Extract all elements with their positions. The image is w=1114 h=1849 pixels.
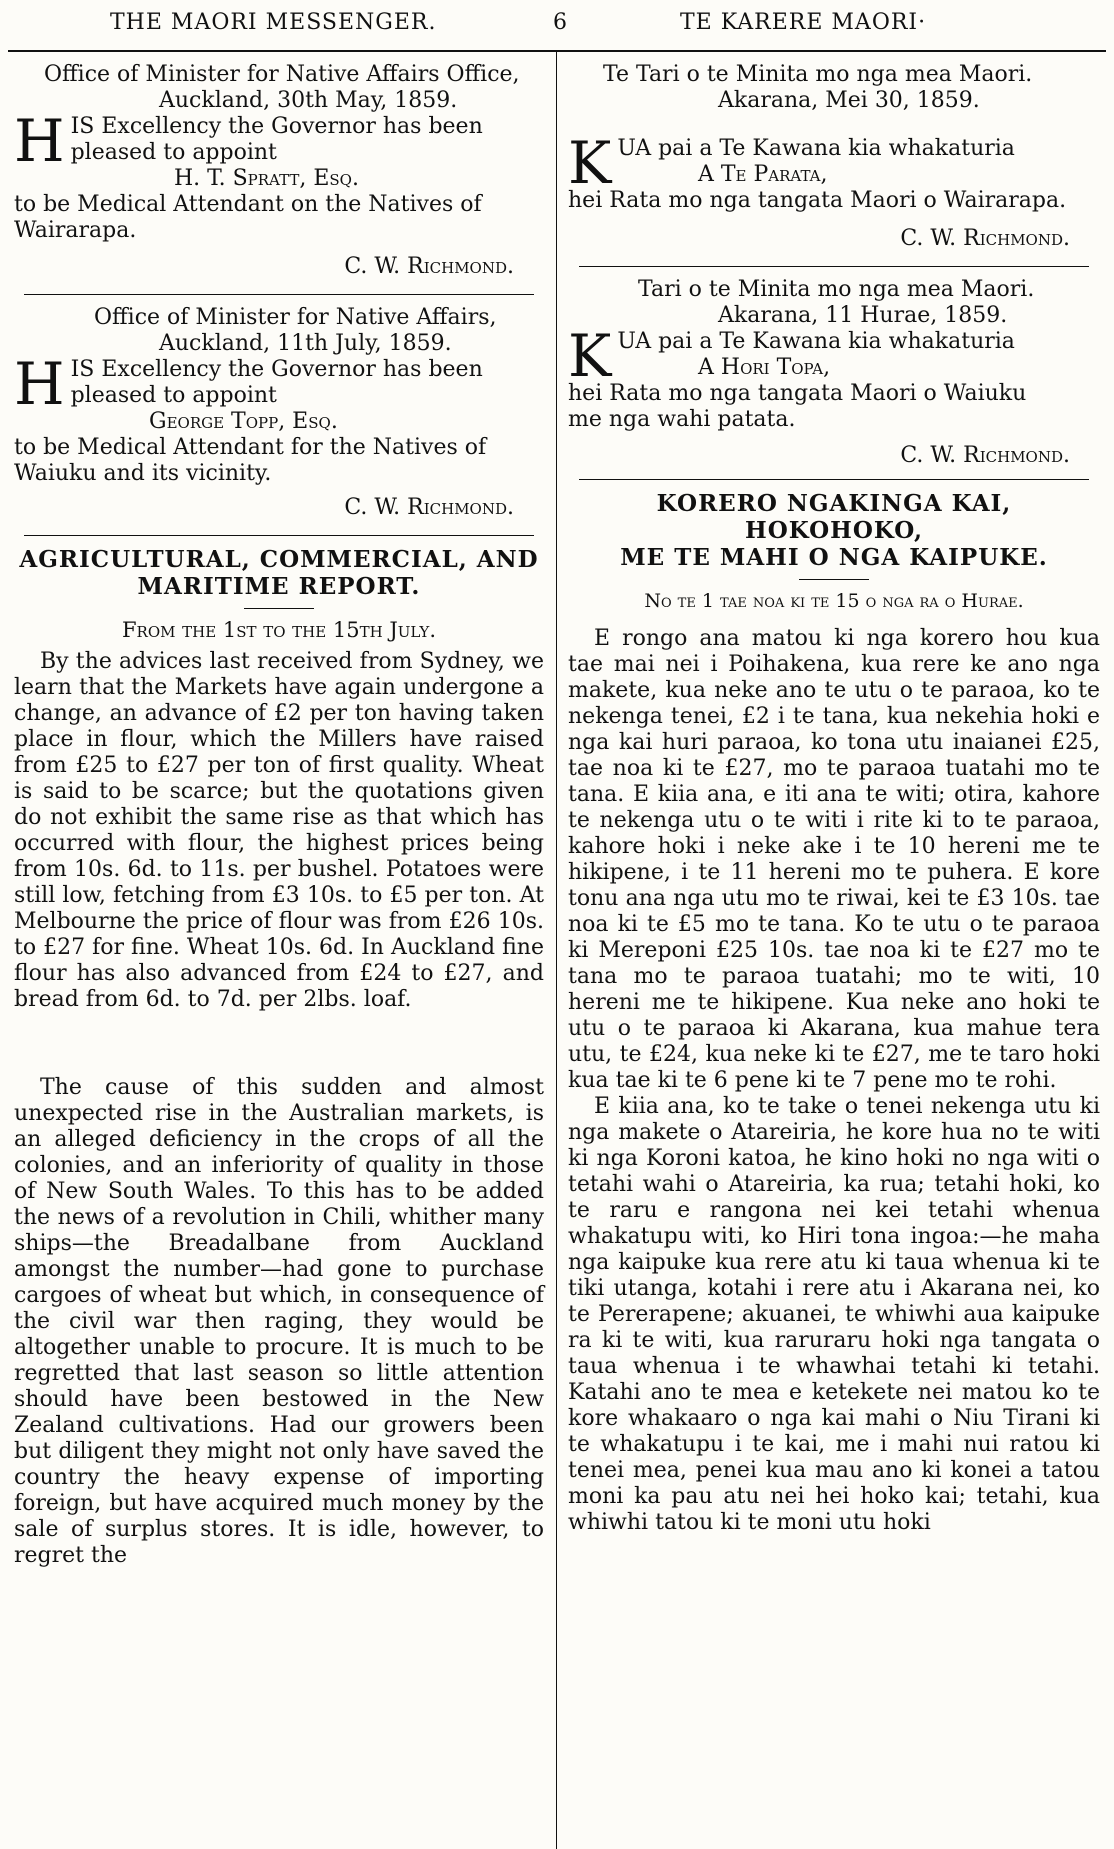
notice-line: pleased to appoint xyxy=(70,140,277,165)
report-heading: MARITIME REPORT. xyxy=(137,573,421,600)
notice-appointee: H. T. Spratt, Esq. xyxy=(174,166,359,191)
right-column xyxy=(568,52,1100,1536)
notice-dateline: Auckland, 30th May, 1859. xyxy=(159,88,458,113)
section-rule xyxy=(579,479,1089,480)
masthead-right-title: TE KARERE MAORI· xyxy=(680,10,927,35)
masthead-left-title: THE MAORI MESSENGER. xyxy=(110,10,437,35)
notice-line: to be Medical Attendant for the Natives of xyxy=(14,435,487,460)
notice-line: to be Medical Attendant on the Natives of xyxy=(14,192,482,217)
notice-office: Office of Minister for Native Affairs Office, xyxy=(44,62,520,87)
section-rule xyxy=(24,294,534,295)
notice-line: hei Rata mo nga tangata Maori o Wairarapa. xyxy=(568,188,1067,213)
section-rule xyxy=(579,266,1089,267)
drop-cap: H xyxy=(14,114,65,166)
report-paragraph: E rongo ana matou ki nga korero hou kua tae mai nei i Poihakena, kua rere ke ano nga makete, kua neke ano te utu o te paraoa, ko te nekenga tenei, £2 i te tana, kua nekehia hoki e nga kai huri paraoa, ko tona utu inaianei £25, tae noa ki te £27, mo te paraoa tuatahi mo te tana. E kiia ana, e iti ana te witi; otira, kahore te nekenga utu o te witi i rite ki to te paraoa, kahore hoki i neke ake i te 10 hereni me te hikipene, i te 11 hereni mo te puhera. E kore tonu ana nga utu mo te riwai, kei te £3 10s. tae noa ki te £5 mo te tana. Ko te utu o te paraoa ki Mereponi £25 10s. tae noa ki te £27 mo te tana mo te paraoa tuatahi; mo te witi, 10 hereni me te hikipene. Kua neke ano hoki te utu o te paraoa ki Akarana, kua mahue tera utu, te £24, kua neke ki te £27, me te taro hoki kua tae ki te 6 pene ki te 7 pene mo te rohi. xyxy=(568,626,1100,1093)
right-notice-topa xyxy=(568,277,1100,469)
notice-dateline: Akarana, 11 Hurae, 1859. xyxy=(718,303,1008,328)
notice-line: UA pai a Te Kawana kia whakaturia xyxy=(617,329,1015,354)
report-subheading: No te 1 tae noa ki te 15 o nga ra o Hurae. xyxy=(644,590,1024,612)
notice-dateline: Akarana, Mei 30, 1859. xyxy=(718,88,980,113)
notice-line: Wairarapa. xyxy=(14,218,137,243)
left-column xyxy=(14,52,544,1569)
left-report xyxy=(14,546,544,1569)
notice-line: me nga wahi patata. xyxy=(568,407,796,432)
left-notice-spratt xyxy=(14,52,544,280)
drop-cap: K xyxy=(568,329,612,381)
notice-line: UA pai a Te Kawana kia whakaturia xyxy=(617,136,1015,161)
notice-signature: C. W. Richmond. xyxy=(344,254,514,279)
report-heading: AGRICULTURAL, COMMERCIAL, AND xyxy=(19,546,539,573)
notice-office: Te Tari o te Minita mo nga mea Maori. xyxy=(603,62,1033,87)
right-notice-parata xyxy=(568,52,1100,252)
report-paragraph: The cause of this sudden and almost unexpected rise in the Australian markets, is an alleged deficiency in the crops of all the colonies, and an inferiority of quality in those of New South Wales. To this has to be added the news of a revolution in Chili, whither many ships—the Breadalbane from Auckland amongst the number—had gone to purchase cargoes of wheat but which, in consequence of the civil war then raging, they would be altogether unable to procure. It is much to be regretted that last season so little attention should have been bestowed in the New Zealand cultivations. Had our growers been but diligent they might not only have saved the country the heavy expense of importing foreign, but have acquired much money by the sale of surplus stores. It is idle, however, to regret the xyxy=(14,1075,544,1568)
notice-line: pleased to appoint xyxy=(70,383,277,408)
column-divider xyxy=(556,52,557,1849)
drop-cap: H xyxy=(14,357,65,409)
notice-signature: C. W. Richmond. xyxy=(900,443,1070,468)
masthead xyxy=(0,0,1114,48)
report-subheading: From the 1st to the 15th July. xyxy=(121,618,437,642)
report-paragraph: E kiia ana, ko te take o tenei nekenga utu ki nga makete o Atareiria, he kore hua no te witi ki nga Koroni katoa, he kino hoki no nga witi o tetahi wahi o Atareiria, ka rua; tetahi hoki, ko te raru e rangona nei kei tetahi whenua whakatupu witi, ko Hiri tona ingoa:—he maha nga kaipuke kua rere atu ki taua whenua ki te tiki utanga, kotahi i rere atu i Akarana nei, ko te Pererapene; akuanei, te whiwhi aua kaipuke ra ki te witi, kua raruraru hoki nga tangata o taua whenua i te whawhai tetahi ki tetahi. Katahi ano te mea e ketekete nei matou ko te kore whakaaro o nga kai mahi o Niu Tirani ki te whakatupu i te kai, me i mahi nui ratou ki tenei mea, penei kua mau ano ki konei a tatou moni ka pau atu nei hei hoko kai; tetahi, kua whiwhi tatou ki te moni utu hoki xyxy=(568,1094,1100,1535)
report-heading: ME TE MAHI O NGA KAIPUKE. xyxy=(620,544,1048,571)
report-heading: KORERO NGAKINGA KAI, HOKOHOKO, xyxy=(656,490,1012,544)
heading-rule xyxy=(244,608,314,609)
notice-office: Tari o te Minita mo nga mea Maori. xyxy=(638,277,1035,302)
notice-line: IS Excellency the Governor has been xyxy=(70,357,483,382)
page-number: 6 xyxy=(553,10,568,35)
notice-appointee: A Te Parata, xyxy=(698,162,828,187)
notice-line: hei Rata mo nga tangata Maori o Waiuku xyxy=(568,381,1027,406)
left-notice-topp xyxy=(14,305,544,521)
notice-line: IS Excellency the Governor has been xyxy=(70,114,483,139)
section-rule xyxy=(24,535,534,536)
notice-signature: C. W. Richmond. xyxy=(900,226,1070,251)
notice-appointee: George Topp, Esq. xyxy=(149,409,338,434)
heading-rule xyxy=(799,579,869,580)
right-report xyxy=(568,490,1100,1536)
notice-dateline: Auckland, 11th July, 1859. xyxy=(159,331,452,356)
notice-office: Office of Minister for Native Affairs, xyxy=(94,305,497,330)
notice-appointee: A Hori Topa, xyxy=(698,355,831,380)
notice-line: Waiuku and its vicinity. xyxy=(14,461,272,486)
drop-cap: K xyxy=(568,136,612,188)
notice-signature: C. W. Richmond. xyxy=(344,495,514,520)
report-paragraph: By the advices last received from Sydney, we learn that the Markets have again undergone a change, an advance of £2 per ton having taken place in flour, which the Millers have raised from £25 to £27 per ton of first quality. Wheat is said to be scarce; but the quotations given do not exhibit the same rise as that which has occurred with flour, the highest prices being from 10s. 6d. to 11s. per bushel. Potatoes were still low, fetching from £3 10s. to £5 per ton. At Melbourne the price of flour was from £26 10s. to £27 for fine. Wheat 10s. 6d. In Auckland fine flour has also advanced from £24 to £27, and bread from 6d. to 7d. per 2lbs. loaf. xyxy=(14,649,544,1012)
paragraph-gap xyxy=(14,1013,544,1075)
